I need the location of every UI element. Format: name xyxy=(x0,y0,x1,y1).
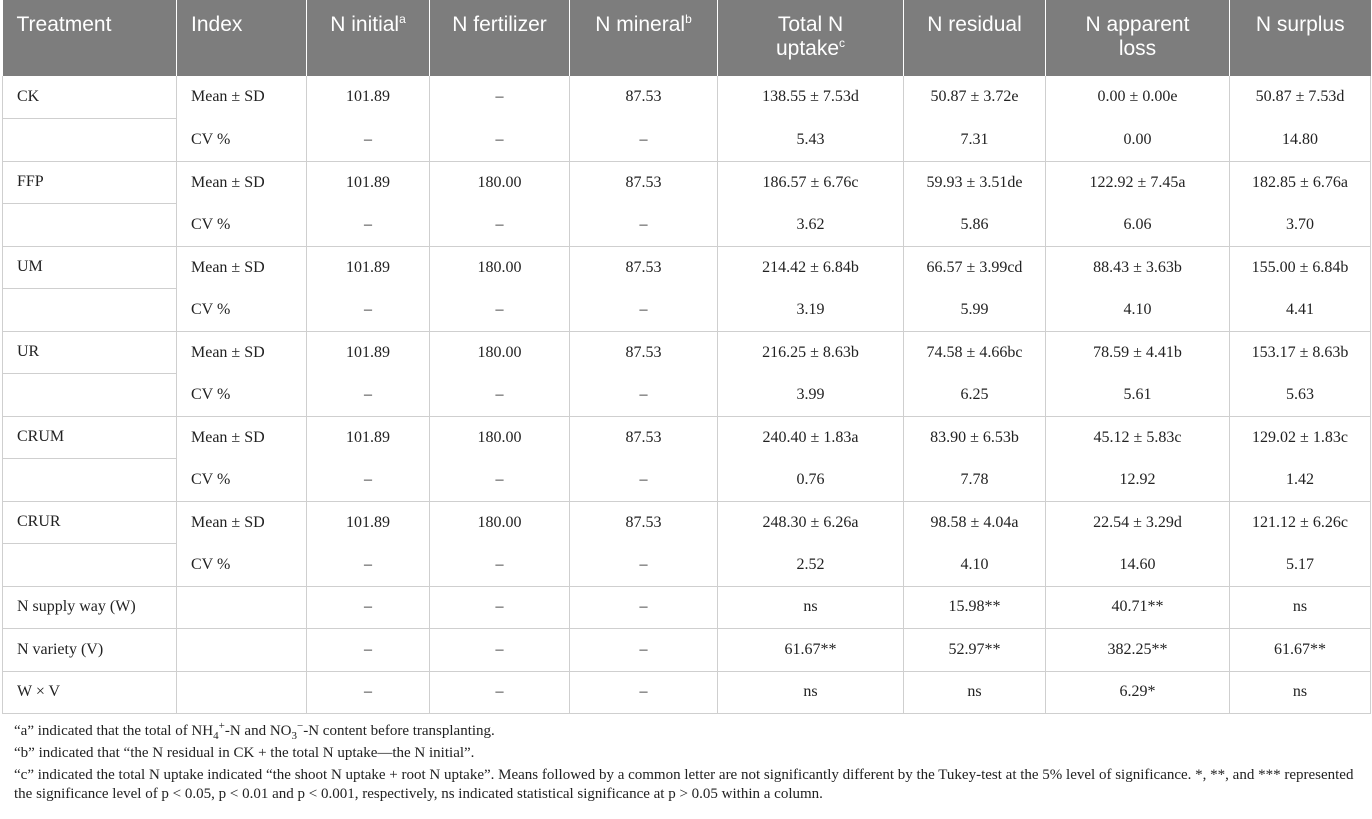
value-cell-total-n-uptake: 3.19 xyxy=(718,289,904,332)
index-cell: CV % xyxy=(177,374,307,417)
value-cell-n-apparent-loss: 0.00 ± 0.00e xyxy=(1046,76,1230,119)
table-row xyxy=(3,331,1371,374)
header-n-surplus: N surplus xyxy=(1230,0,1371,76)
value-cell-n-fertilizer: – xyxy=(430,459,570,502)
value-cell-n-mineral: – xyxy=(570,374,718,417)
value-cell-n-residual: 4.10 xyxy=(904,544,1046,587)
value-cell-n-residual: 5.99 xyxy=(904,289,1046,332)
value-cell-n-mineral: 87.53 xyxy=(570,76,718,119)
table-row xyxy=(3,161,1371,204)
header-n-fertilizer: N fertilizer xyxy=(430,0,570,76)
value-cell-n-fertilizer: – xyxy=(430,289,570,332)
value-cell-n-fertilizer: 180.00 xyxy=(430,331,570,374)
value-cell-n-fertilizer: – xyxy=(430,204,570,247)
table-row xyxy=(3,289,1371,332)
treatment-cell-empty xyxy=(3,204,177,247)
value-cell-n-residual: ns xyxy=(904,671,1046,714)
value-cell-n-initial: 101.89 xyxy=(307,331,430,374)
table-row xyxy=(3,586,1371,629)
treatment-cell: FFP xyxy=(3,161,177,204)
value-cell-n-residual: 98.58 ± 4.04a xyxy=(904,501,1046,544)
value-cell-n-residual: 50.87 ± 3.72e xyxy=(904,76,1046,119)
value-cell-n-initial: – xyxy=(307,459,430,502)
value-cell-n-apparent-loss: 5.61 xyxy=(1046,374,1230,417)
value-cell-n-fertilizer: 180.00 xyxy=(430,501,570,544)
value-cell-total-n-uptake: 3.99 xyxy=(718,374,904,417)
treatment-cell-empty xyxy=(3,289,177,332)
value-cell-total-n-uptake: 248.30 ± 6.26a xyxy=(718,501,904,544)
index-cell: CV % xyxy=(177,544,307,587)
value-cell-n-fertilizer: – xyxy=(430,374,570,417)
value-cell-n-initial: – xyxy=(307,544,430,587)
header-n-mineral: N mineral$^b$ xyxy=(570,0,718,76)
value-cell-n-mineral: – xyxy=(570,544,718,587)
value-cell-n-mineral: – xyxy=(570,671,718,714)
treatment-cell: CRUR xyxy=(3,501,177,544)
value-cell-total-n-uptake: ns xyxy=(718,671,904,714)
footnote-a: “a” indicated that the total of $NH_4^+-N$ and $NO_3^--N$ content before transplanting. xyxy=(14,720,495,742)
value-cell-n-initial: – xyxy=(307,289,430,332)
index-cell-empty xyxy=(177,629,307,672)
value-cell-n-fertilizer: – xyxy=(430,119,570,162)
table-row xyxy=(3,501,1371,544)
header-n-initial: N initial$^a$ xyxy=(307,0,430,76)
value-cell-n-apparent-loss: 382.25** xyxy=(1046,629,1230,672)
value-cell-n-mineral: 87.53 xyxy=(570,501,718,544)
index-cell: CV % xyxy=(177,204,307,247)
value-cell-n-surplus: 3.70 xyxy=(1230,204,1371,247)
index-cell: Mean ± SD xyxy=(177,416,307,459)
value-cell-n-apparent-loss: 78.59 ± 4.41b xyxy=(1046,331,1230,374)
index-cell-empty xyxy=(177,586,307,629)
value-cell-n-residual: 7.78 xyxy=(904,459,1046,502)
value-cell-n-fertilizer: 180.00 xyxy=(430,246,570,289)
value-cell-n-surplus: 14.80 xyxy=(1230,119,1371,162)
value-cell-n-fertilizer: – xyxy=(430,76,570,119)
value-cell-n-residual: 74.58 ± 4.66bc xyxy=(904,331,1046,374)
index-cell: CV % xyxy=(177,119,307,162)
value-cell-n-residual: 15.98** xyxy=(904,586,1046,629)
value-cell-n-initial: – xyxy=(307,204,430,247)
treatment-cell-empty xyxy=(3,459,177,502)
value-cell-total-n-uptake: 5.43 xyxy=(718,119,904,162)
value-cell-n-apparent-loss: 45.12 ± 5.83c xyxy=(1046,416,1230,459)
value-cell-n-initial: – xyxy=(307,629,430,672)
table-row xyxy=(3,76,1371,119)
value-cell-n-surplus: 121.12 ± 6.26c xyxy=(1230,501,1371,544)
index-cell: Mean ± SD xyxy=(177,161,307,204)
value-cell-n-initial: – xyxy=(307,586,430,629)
value-cell-n-residual: 7.31 xyxy=(904,119,1046,162)
value-cell-total-n-uptake: 138.55 ± 7.53d xyxy=(718,76,904,119)
index-cell: Mean ± SD xyxy=(177,246,307,289)
value-cell-n-surplus: 4.41 xyxy=(1230,289,1371,332)
treatment-cell-empty xyxy=(3,544,177,587)
table-footnotes xyxy=(14,722,1364,807)
value-cell-n-initial: – xyxy=(307,119,430,162)
value-cell-n-fertilizer: 180.00 xyxy=(430,416,570,459)
value-cell-n-initial: – xyxy=(307,374,430,417)
value-cell-n-initial: 101.89 xyxy=(307,161,430,204)
stat-label-cell: W × V xyxy=(3,671,177,714)
value-cell-n-mineral: – xyxy=(570,289,718,332)
value-cell-n-surplus: 61.67** xyxy=(1230,629,1371,672)
value-cell-n-mineral: – xyxy=(570,204,718,247)
value-cell-n-surplus: 182.85 ± 6.76a xyxy=(1230,161,1371,204)
footnote-c: “c” indicated the total N uptake indicated “the shoot N uptake + root N uptake”. Means followed by a common letter are not significantly different by the Tukey-test at the 5% level of significance. *, **, and *** represented the significance level of p < 0.05, p < 0.01 and p < 0.001, respectively, ns indicated statistical significance at p > 0.05 within a column. xyxy=(14,767,1354,802)
value-cell-n-apparent-loss: 12.92 xyxy=(1046,459,1230,502)
treatment-cell-empty xyxy=(3,374,177,417)
header-n-residual: N residual xyxy=(904,0,1046,76)
value-cell-n-residual: 5.86 xyxy=(904,204,1046,247)
index-cell: CV % xyxy=(177,459,307,502)
index-cell: Mean ± SD xyxy=(177,331,307,374)
index-cell-empty xyxy=(177,671,307,714)
table-row xyxy=(3,416,1371,459)
table-row xyxy=(3,246,1371,289)
table-row xyxy=(3,544,1371,587)
stat-label-cell: N variety (V) xyxy=(3,629,177,672)
value-cell-n-mineral: – xyxy=(570,119,718,162)
value-cell-n-apparent-loss: 88.43 ± 3.63b xyxy=(1046,246,1230,289)
value-cell-n-initial: 101.89 xyxy=(307,76,430,119)
index-cell: CV % xyxy=(177,289,307,332)
value-cell-n-fertilizer: – xyxy=(430,586,570,629)
treatment-cell: UR xyxy=(3,331,177,374)
value-cell-n-fertilizer: – xyxy=(430,629,570,672)
value-cell-n-fertilizer: 180.00 xyxy=(430,161,570,204)
table-row xyxy=(3,671,1371,714)
nitrogen-balance-table xyxy=(2,0,1371,714)
value-cell-n-residual: 52.97** xyxy=(904,629,1046,672)
value-cell-n-surplus: 1.42 xyxy=(1230,459,1371,502)
value-cell-n-surplus: 50.87 ± 7.53d xyxy=(1230,76,1371,119)
value-cell-n-initial: 101.89 xyxy=(307,501,430,544)
value-cell-n-fertilizer: – xyxy=(430,671,570,714)
header-treatment: Treatment xyxy=(3,0,177,76)
value-cell-n-apparent-loss: 122.92 ± 7.45a xyxy=(1046,161,1230,204)
value-cell-n-initial: 101.89 xyxy=(307,416,430,459)
value-cell-n-mineral: 87.53 xyxy=(570,246,718,289)
value-cell-total-n-uptake: 186.57 ± 6.76c xyxy=(718,161,904,204)
value-cell-n-surplus: 5.63 xyxy=(1230,374,1371,417)
index-cell: Mean ± SD xyxy=(177,76,307,119)
value-cell-n-mineral: – xyxy=(570,629,718,672)
value-cell-n-mineral: 87.53 xyxy=(570,416,718,459)
value-cell-n-residual: 83.90 ± 6.53b xyxy=(904,416,1046,459)
value-cell-total-n-uptake: ns xyxy=(718,586,904,629)
table-row xyxy=(3,459,1371,502)
treatment-cell-empty xyxy=(3,119,177,162)
value-cell-n-surplus: 153.17 ± 8.63b xyxy=(1230,331,1371,374)
treatment-cell: CRUM xyxy=(3,416,177,459)
value-cell-n-surplus: ns xyxy=(1230,586,1371,629)
treatment-cell: UM xyxy=(3,246,177,289)
value-cell-total-n-uptake: 2.52 xyxy=(718,544,904,587)
table-row xyxy=(3,374,1371,417)
value-cell-total-n-uptake: 0.76 xyxy=(718,459,904,502)
value-cell-total-n-uptake: 216.25 ± 8.63b xyxy=(718,331,904,374)
table-row xyxy=(3,119,1371,162)
header-row xyxy=(3,0,1371,76)
value-cell-total-n-uptake: 214.42 ± 6.84b xyxy=(718,246,904,289)
treatment-cell: CK xyxy=(3,76,177,119)
value-cell-n-fertilizer: – xyxy=(430,544,570,587)
value-cell-n-surplus: 5.17 xyxy=(1230,544,1371,587)
value-cell-n-surplus: 129.02 ± 1.83c xyxy=(1230,416,1371,459)
index-cell: Mean ± SD xyxy=(177,501,307,544)
stat-label-cell: N supply way (W) xyxy=(3,586,177,629)
value-cell-n-mineral: – xyxy=(570,459,718,502)
table-row xyxy=(3,204,1371,247)
header-index: Index xyxy=(177,0,307,76)
value-cell-n-surplus: 155.00 ± 6.84b xyxy=(1230,246,1371,289)
value-cell-n-residual: 66.57 ± 3.99cd xyxy=(904,246,1046,289)
table-row xyxy=(3,629,1371,672)
value-cell-n-apparent-loss: 4.10 xyxy=(1046,289,1230,332)
value-cell-n-initial: – xyxy=(307,671,430,714)
value-cell-n-apparent-loss: 40.71** xyxy=(1046,586,1230,629)
value-cell-total-n-uptake: 61.67** xyxy=(718,629,904,672)
value-cell-n-apparent-loss: 6.29* xyxy=(1046,671,1230,714)
value-cell-n-mineral: 87.53 xyxy=(570,331,718,374)
value-cell-n-apparent-loss: 14.60 xyxy=(1046,544,1230,587)
header-n-apparent-loss: N apparent loss xyxy=(1046,0,1230,76)
value-cell-n-residual: 6.25 xyxy=(904,374,1046,417)
value-cell-total-n-uptake: 3.62 xyxy=(718,204,904,247)
value-cell-n-mineral: – xyxy=(570,586,718,629)
value-cell-n-apparent-loss: 22.54 ± 3.29d xyxy=(1046,501,1230,544)
value-cell-n-mineral: 87.53 xyxy=(570,161,718,204)
value-cell-n-apparent-loss: 0.00 xyxy=(1046,119,1230,162)
value-cell-n-surplus: ns xyxy=(1230,671,1371,714)
footnote-b: “b” indicated that “the N residual in CK + the total N uptake—the N initial”. xyxy=(14,745,475,761)
value-cell-n-apparent-loss: 6.06 xyxy=(1046,204,1230,247)
value-cell-total-n-uptake: 240.40 ± 1.83a xyxy=(718,416,904,459)
header-total-n-uptake: Total N uptake$^c$ xyxy=(718,0,904,76)
value-cell-n-initial: 101.89 xyxy=(307,246,430,289)
value-cell-n-residual: 59.93 ± 3.51de xyxy=(904,161,1046,204)
